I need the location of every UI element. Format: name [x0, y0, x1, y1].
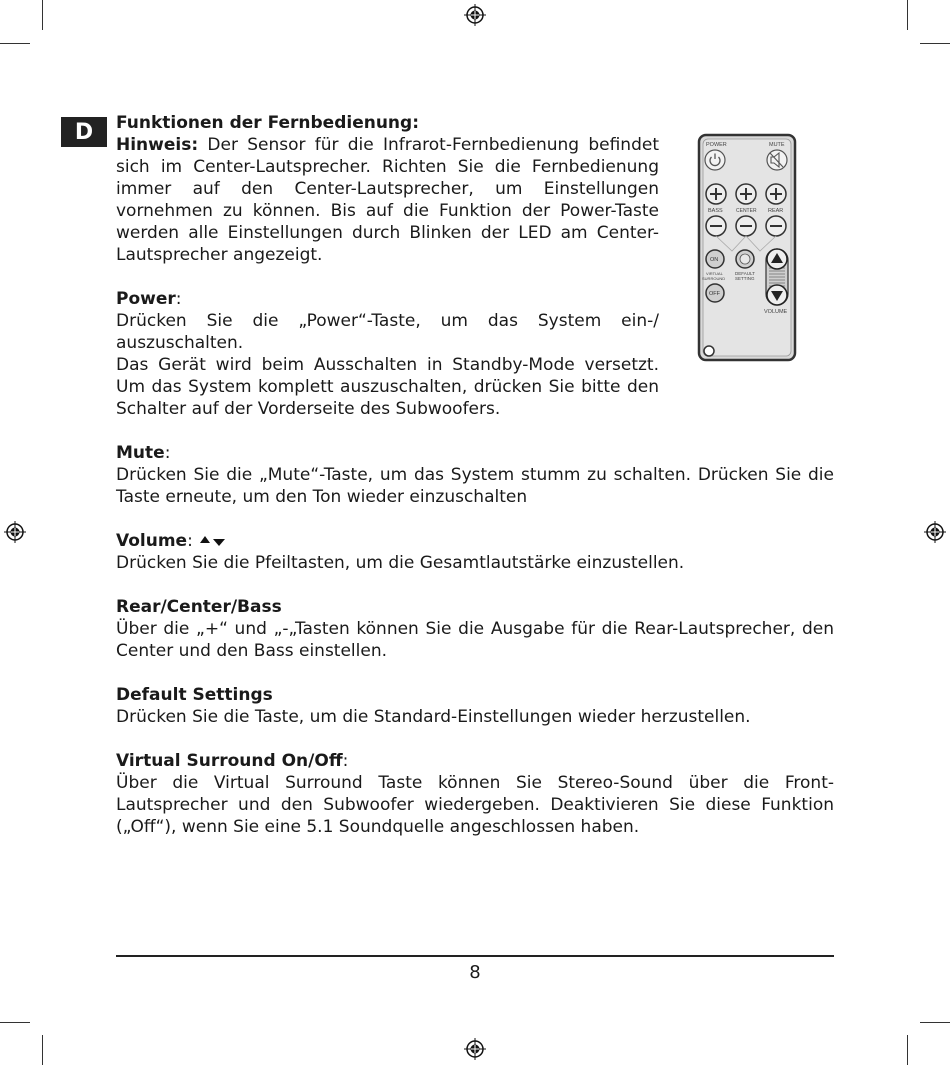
registration-mark-icon [464, 4, 486, 26]
remote-default-label: DEFAULT [735, 271, 755, 276]
volume-heading: Volume: [116, 530, 834, 552]
remote-rear-label: REAR [768, 208, 784, 214]
volume-arrows-icon [198, 535, 228, 547]
crop-mark [920, 1022, 950, 1023]
registration-mark-icon [464, 1038, 486, 1060]
mute-heading: Mute: [116, 443, 171, 463]
page-number: 8 [469, 962, 481, 983]
hint-text: Der Sensor für die Infrarot-Fernbedienung befindet sich im Center-Lautsprecher. Richten Sie die Fernbedienung immer auf den Center-Lautsprecher, um Einstellungen vornehmen zu können. Bis auf die Funktion der Power-Taste werden alle Einstellungen durch Blinken der LED am Center-Lautsprecher angezeigt. [116, 135, 659, 265]
crop-mark [0, 43, 30, 44]
power-text-2: Das Gerät wird beim Ausschalten in Standby-Mode versetzt. Um das System komplett auszuschalten, drücken Sie bitte den Schalter auf der Vorderseite des Subwoofers. [116, 355, 659, 419]
crop-mark [42, 1035, 43, 1065]
registration-mark-icon [4, 521, 26, 543]
remote-power-label: POWER [706, 142, 727, 148]
crop-mark [920, 43, 950, 44]
mute-text: Drücken Sie die „Mute“-Taste, um das System stumm zu schalten. Drücken Sie die Taste erneute, um den Ton wieder einzuschalten [116, 465, 834, 507]
remote-volume-label: VOLUME [764, 309, 788, 315]
registration-mark-icon [924, 521, 946, 543]
crop-mark [907, 1035, 908, 1065]
remote-functions-section [116, 112, 834, 838]
hint-label: Hinweis: [116, 135, 199, 155]
default-settings-heading: Default Settings [116, 685, 273, 705]
default-settings-text: Drücken Sie die Taste, um die Standard-Einstellungen wieder herzustellen. [116, 707, 751, 727]
power-heading: Power: [116, 289, 182, 309]
power-text: Drücken Sie die „Power“-Taste, um das System ein-/ auszuschalten. [116, 311, 659, 353]
crop-mark [0, 1022, 30, 1023]
virtual-surround-heading: Virtual Surround On/Off: [116, 751, 349, 771]
remote-virtual-label: VIRTUAL [706, 271, 723, 276]
remote-off-label: OFF [709, 291, 720, 297]
page-title: Funktionen der Fernbedienung: [116, 113, 420, 133]
hint-paragraph [116, 134, 659, 266]
remote-center-label: CENTER [736, 208, 757, 214]
virtual-surround-text: Über die Virtual Surround Taste können Sie Stereo-Sound über die Front-Lautsprecher und den Subwoofer wiedergeben. Deaktivieren Sie diese Funktion („Off“), wenn Sie eine 5.1 Soundquelle angeschlossen haben. [116, 773, 834, 837]
volume-text: Drücken Sie die Pfeiltasten, um die Gesamtlautstärke einzustellen. [116, 553, 685, 573]
remote-on-label: ON [710, 257, 719, 263]
crop-mark [42, 0, 43, 30]
remote-bass-label: BASS [708, 208, 723, 214]
footer-divider [116, 955, 834, 957]
remote-setting-label: SETTING [735, 276, 755, 281]
remote-mute-label: MUTE [769, 142, 785, 148]
remote-surround-label: SURROUND [702, 276, 726, 281]
rear-center-bass-heading: Rear/Center/Bass [116, 597, 282, 617]
language-tab: D [61, 117, 107, 147]
rear-center-bass-text: Über die „+“ und „-„Tasten können Sie die Ausgabe für die Rear-Lautsprecher, den Center und den Bass einstellen. [116, 619, 834, 661]
crop-mark [907, 0, 908, 30]
